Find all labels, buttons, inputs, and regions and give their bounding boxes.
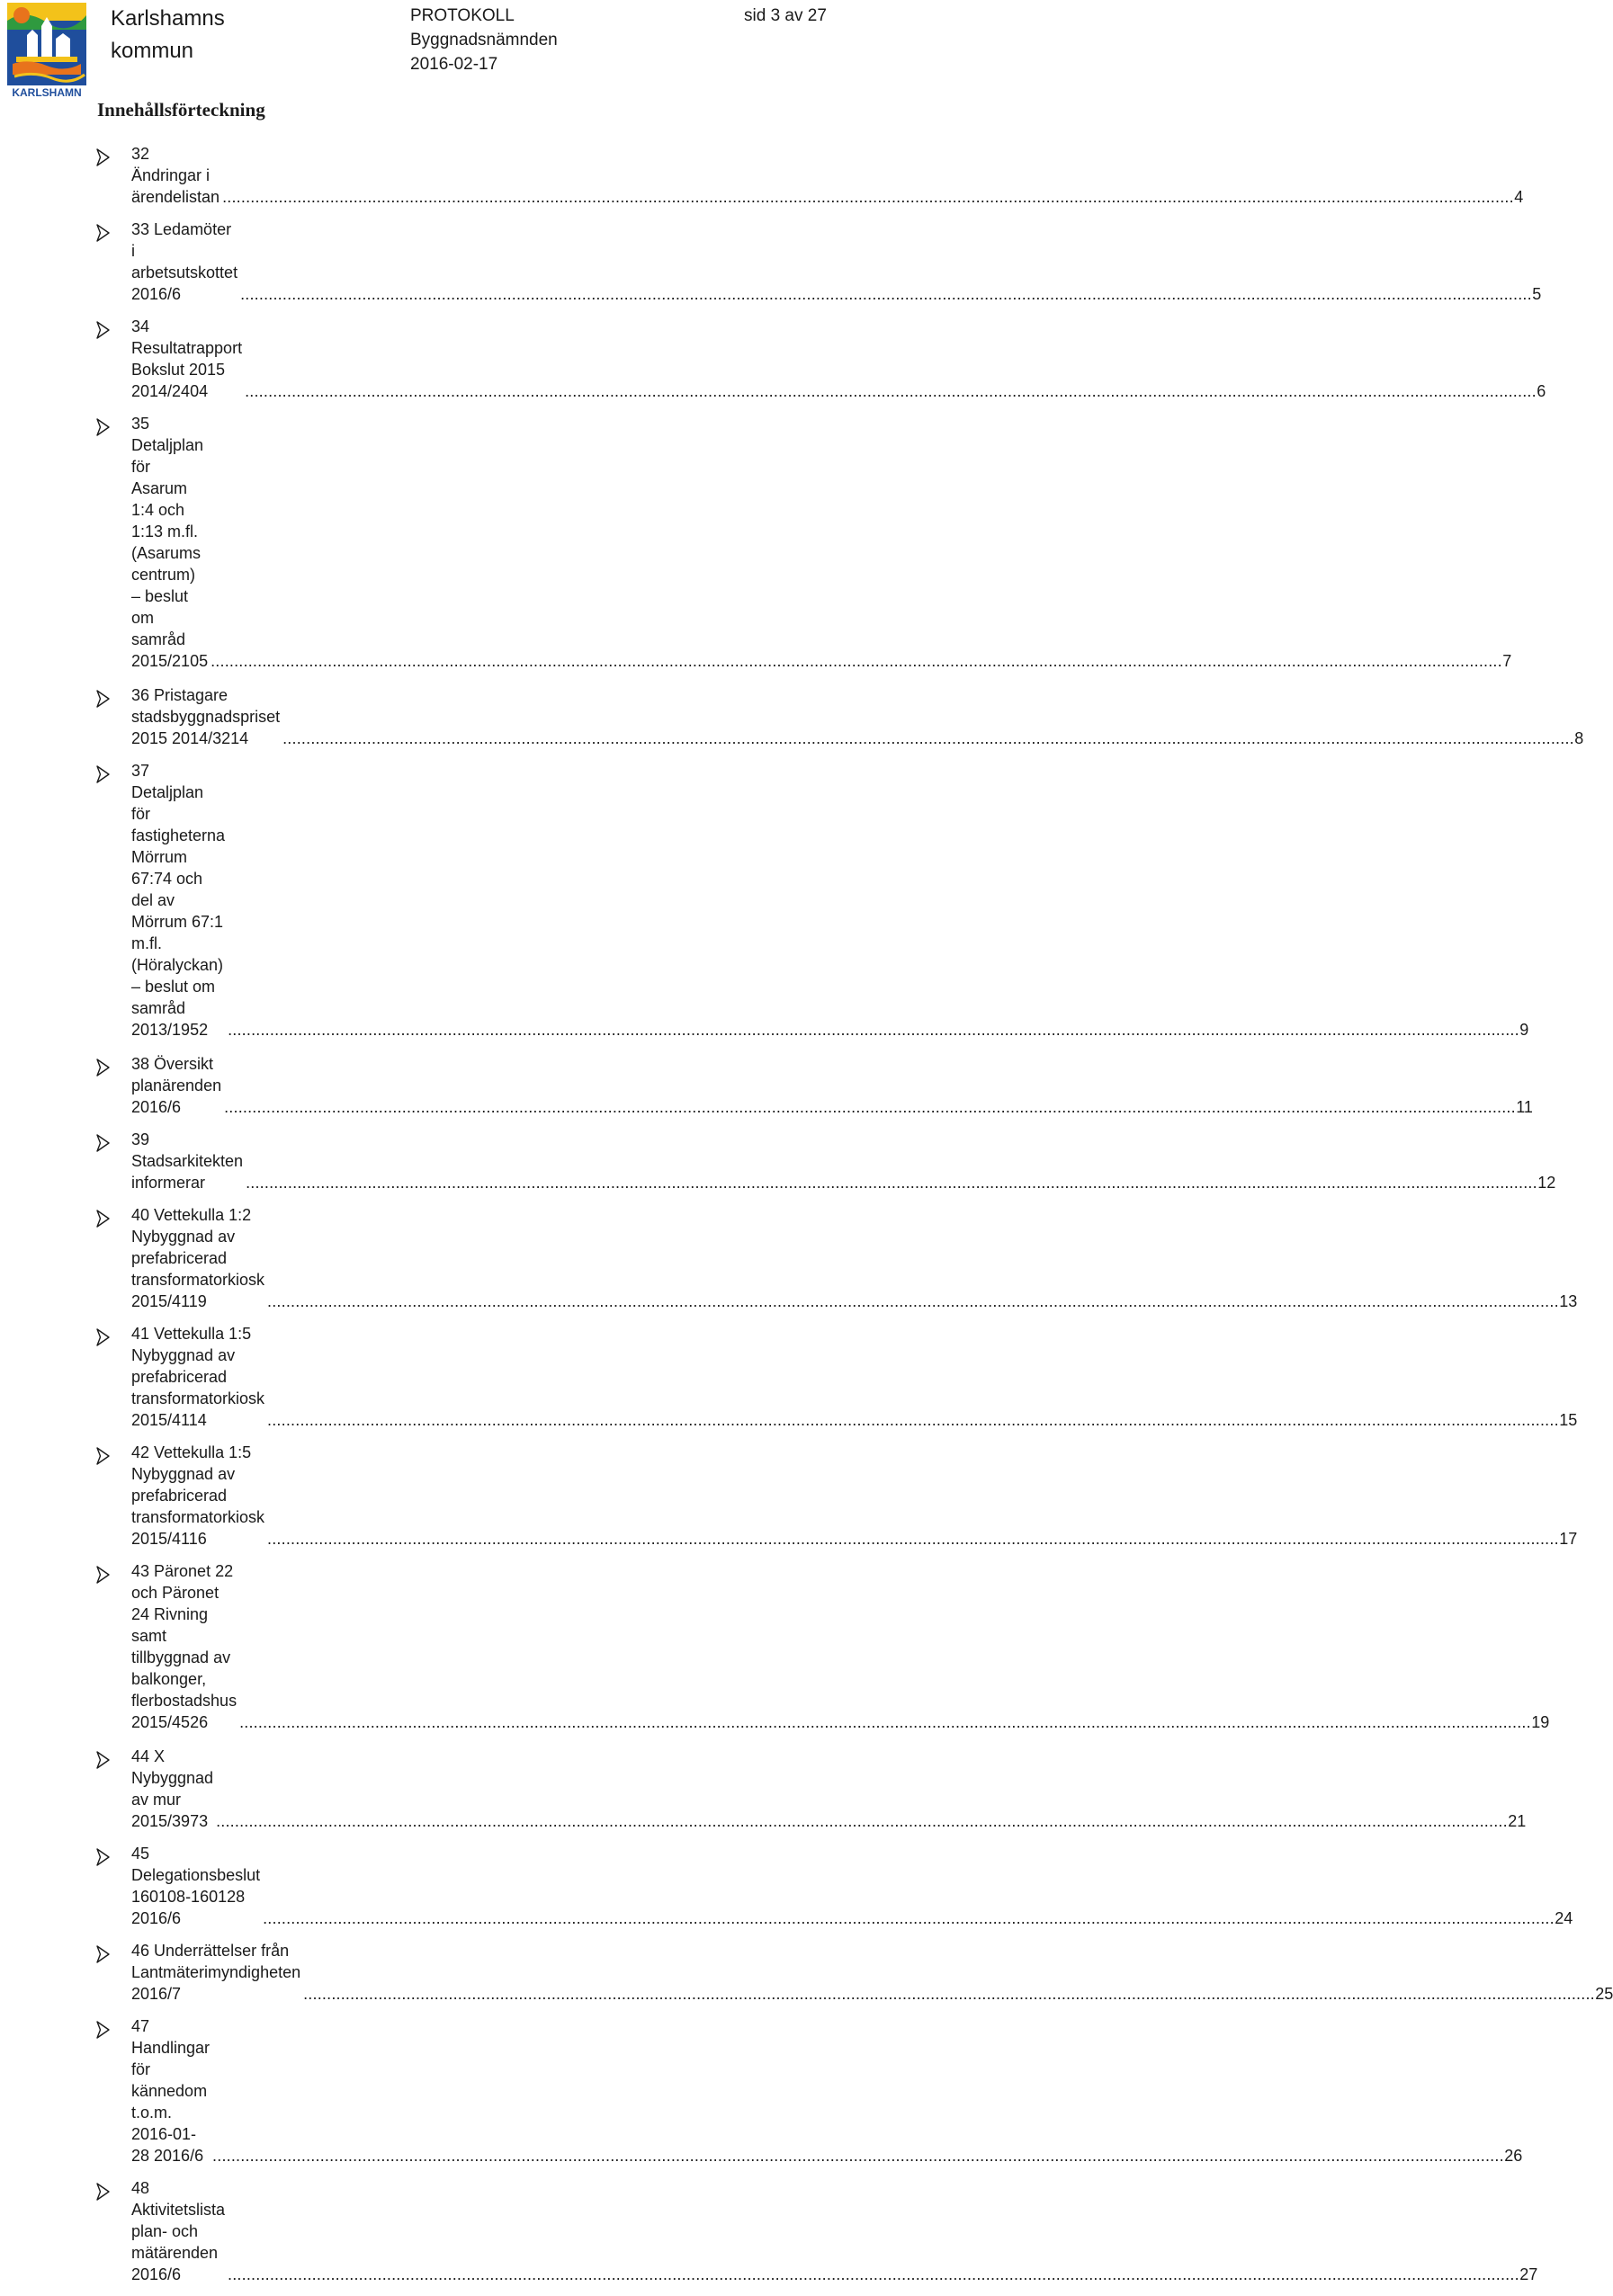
dot-leader [216, 1810, 1505, 1832]
toc-entry-page: 4 [1514, 188, 1524, 206]
arrowhead-bullet-icon [93, 1944, 112, 1964]
dot-leader [228, 1019, 1517, 1041]
toc-entry-title: 34 Resultatrapport Bokslut 2015 2014/2404 [131, 317, 243, 400]
meeting-date: 2016-02-17 [410, 55, 498, 74]
toc-entry[interactable] [93, 219, 1542, 305]
toc-entry[interactable] [93, 2015, 1523, 2166]
org-line-1: Karlshamns [111, 6, 225, 31]
arrowhead-bullet-icon [93, 689, 112, 709]
toc-entry-title: 35 Detaljplan för Asarum 1:4 och 1:13 m.fl. (Asarums centrum) – beslut om samråd 2015/2105 [131, 415, 209, 670]
toc-entry[interactable] [93, 1843, 1573, 1929]
toc-entry-title: 44 X Nybyggnad av mur 2015/3973 [131, 1747, 214, 1830]
arrowhead-bullet-icon [93, 417, 112, 437]
toc-entry-title: 32 Ändringar i ärendelistan [131, 145, 220, 206]
toc-entry-page: 27 [1519, 2265, 1538, 2283]
karlshamn-logo [7, 3, 86, 98]
toc-entry-title: 45 Delegationsbeslut 160108-160128 2016/6 [131, 1845, 261, 1927]
arrowhead-bullet-icon [93, 764, 112, 784]
toc-entry-page: 24 [1555, 1909, 1573, 1927]
arrowhead-bullet-icon [93, 1058, 112, 1077]
toc-list [93, 143, 1613, 2296]
toc-entry[interactable] [93, 684, 1584, 749]
toc-entry[interactable] [93, 413, 1512, 672]
toc-entry-page: 13 [1559, 1292, 1578, 1310]
arrowhead-bullet-icon [93, 2182, 112, 2202]
document-meta [410, 4, 558, 76]
toc-entry-page: 17 [1559, 1530, 1578, 1548]
toc-entry[interactable] [93, 760, 1529, 1041]
toc-entry-title: 40 Vettekulla 1:2 Nybyggnad av prefabricerad transformatorkiosk 2015/4119 [131, 1206, 265, 1310]
toc-entry-page: 5 [1532, 285, 1542, 303]
toc-entry-title: 33 Ledamöter i arbetsutskottet 2016/6 [131, 220, 238, 303]
dot-leader [239, 1711, 1528, 1733]
toc-entry-title: 47 Handlingar för kännedom t.o.m. 2016-01-28 2016/6 [131, 2017, 211, 2165]
dot-leader [267, 1291, 1556, 1312]
toc-entry-title: 42 Vettekulla 1:5 Nybyggnad av prefabricerad transformatorkiosk 2015/4116 [131, 1443, 265, 1548]
dot-leader [240, 283, 1529, 305]
toc-entry-page: 7 [1502, 652, 1512, 670]
toc-entry-page: 21 [1508, 1812, 1527, 1830]
toc-entry-title: 46 Underrättelser från Lantmäterimyndigheten 2016/7 [131, 1942, 301, 2003]
toc-entry-page: 25 [1595, 1985, 1613, 2003]
arrowhead-bullet-icon [93, 1565, 112, 1585]
toc-entry[interactable] [93, 1204, 1578, 1312]
page-number: sid 3 av 27 [744, 6, 827, 25]
toc-entry-title: 38 Översikt planärenden 2016/6 [131, 1055, 222, 1116]
dot-leader [245, 380, 1534, 402]
arrowhead-bullet-icon [93, 1750, 112, 1770]
toc-entry-page: 11 [1516, 1098, 1533, 1116]
arrowhead-bullet-icon [93, 1209, 112, 1228]
dot-leader [211, 650, 1500, 672]
committee-name: Byggnadsnämnden [410, 31, 558, 49]
toc-entry-page: 19 [1531, 1713, 1550, 1731]
arrowhead-bullet-icon [93, 1133, 112, 1153]
toc-entry-title: 41 Vettekulla 1:5 Nybyggnad av prefabricerad transformatorkiosk 2015/4114 [131, 1325, 265, 1429]
toc-entry-page: 6 [1537, 382, 1546, 400]
toc-entry[interactable] [93, 143, 1524, 208]
toc-entry[interactable] [93, 1129, 1556, 1193]
dot-leader [267, 1528, 1556, 1550]
toc-entry[interactable] [93, 1560, 1550, 1733]
dot-leader [267, 1409, 1556, 1431]
arrowhead-bullet-icon [93, 1446, 112, 1466]
toc-entry[interactable] [93, 1442, 1578, 1550]
toc-entry-title: 36 Pristagare stadsbyggnadspriset 2015 2014/3214 [131, 686, 281, 747]
organization-name [111, 3, 225, 67]
document-type: PROTOKOLL [410, 6, 515, 25]
toc-entry[interactable] [93, 1746, 1527, 1832]
toc-entry-title: 43 Päronet 22 och Päronet 24 Rivning samt tillbyggnad av balkonger, flerbostadshus 2015/4526 [131, 1562, 237, 1731]
dot-leader [212, 2145, 1501, 2166]
toc-entry-page: 26 [1504, 2147, 1523, 2165]
dot-leader [222, 186, 1511, 208]
toc-entry-page: 8 [1574, 729, 1584, 747]
dot-leader [224, 1096, 1513, 1118]
toc-entry[interactable] [93, 2177, 1538, 2285]
dot-leader [228, 2264, 1517, 2285]
toc-entry[interactable] [93, 316, 1546, 402]
arrowhead-bullet-icon [93, 320, 112, 340]
toc-entry[interactable] [93, 1940, 1613, 2005]
arrowhead-bullet-icon [93, 2020, 112, 2040]
toc-entry-page: 9 [1519, 1021, 1529, 1039]
dot-leader [263, 1907, 1552, 1929]
toc-entry-page: 12 [1537, 1174, 1556, 1192]
toc-entry-title: 39 Stadsarkitekten informerar [131, 1130, 244, 1192]
toc-entry-title: 48 Aktivitetslista plan- och mätärenden 2016/6 [131, 2179, 226, 2283]
toc-entry[interactable] [93, 1053, 1533, 1118]
arrowhead-bullet-icon [93, 147, 112, 167]
toc-entry-title: 37 Detaljplan för fastigheterna Mörrum 67:74 och del av Mörrum 67:1 m.fl. (Höralyckan) – beslut om samråd 2013/1952 [131, 762, 226, 1039]
dot-leader [246, 1172, 1535, 1193]
toc-heading: Innehållsförteckning [97, 99, 265, 121]
dot-leader [303, 1983, 1592, 2005]
org-line-2: kommun [111, 39, 194, 63]
toc-entry[interactable] [93, 1323, 1578, 1431]
toc-entry-page: 15 [1559, 1411, 1578, 1429]
logo-text: KARLSHAMN [12, 86, 82, 99]
arrowhead-bullet-icon [93, 223, 112, 243]
arrowhead-bullet-icon [93, 1327, 112, 1347]
dot-leader [282, 728, 1572, 749]
arrowhead-bullet-icon [93, 1847, 112, 1867]
